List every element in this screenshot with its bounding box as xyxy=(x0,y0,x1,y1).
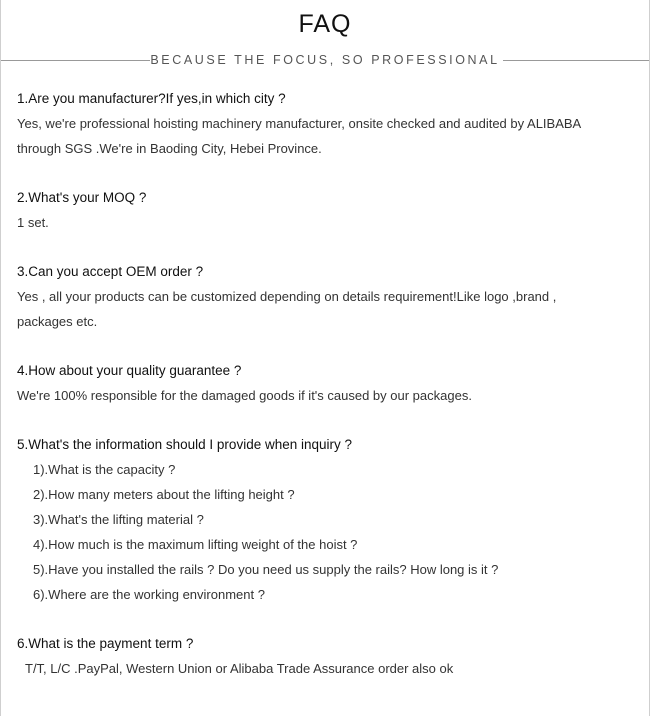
faq-item-3 xyxy=(17,259,641,334)
answer-4: We're 100% responsible for the damaged goods if it's caused by our packages. xyxy=(17,388,472,403)
answer-2: 1 set. xyxy=(17,215,49,230)
question-1: 1.Are you manufacturer?If yes,in which city ? xyxy=(17,91,286,106)
faq-item-5 xyxy=(17,432,641,607)
faq-item-4 xyxy=(17,358,641,408)
answer-5-point-1: 1).What is the capacity ? xyxy=(33,462,176,477)
answer-5-point-2: 2).How many meters about the lifting height ? xyxy=(33,487,295,502)
answer-3-line-2: packages etc. xyxy=(17,314,98,329)
page-subtitle: BECAUSE THE FOCUS, SO PROFESSIONAL xyxy=(150,53,500,67)
answer-1-line-1: Yes, we're professional hoisting machinery manufacturer, onsite checked and audited by ALIBABA xyxy=(17,116,582,131)
subtitle-row xyxy=(1,51,649,69)
answer-3-line-1: Yes , all your products can be customized depending on details requirement!Like logo ,brand , xyxy=(17,289,557,304)
page-title: FAQ xyxy=(298,10,352,38)
question-6: 6.What is the payment term ? xyxy=(17,636,194,651)
divider-right xyxy=(503,60,649,61)
question-4: 4.How about your quality guarantee ? xyxy=(17,363,242,378)
answer-5-point-4: 4).How much is the maximum lifting weight of the hoist ? xyxy=(33,537,358,552)
answer-1-line-2: through SGS .We're in Baoding City, Hebei Province. xyxy=(17,141,322,156)
answer-6: T/T, L/C .PayPal, Western Union or Alibaba Trade Assurance order also ok xyxy=(25,661,454,676)
faq-item-6 xyxy=(17,631,641,681)
question-2: 2.What's your MOQ ? xyxy=(17,190,147,205)
question-3: 3.Can you accept OEM order ? xyxy=(17,264,204,279)
question-5: 5.What's the information should I provide when inquiry ? xyxy=(17,437,353,452)
faq-item-1 xyxy=(17,86,641,161)
answer-5-point-6: 6).Where are the working environment ? xyxy=(33,587,265,602)
divider-left xyxy=(1,60,150,61)
faq-item-2 xyxy=(17,185,641,235)
answer-5-point-3: 3).What's the lifting material ? xyxy=(33,512,204,527)
faq-list xyxy=(17,86,641,705)
answer-5-point-5: 5).Have you installed the rails ? Do you need us supply the rails? How long is it ? xyxy=(33,562,499,577)
